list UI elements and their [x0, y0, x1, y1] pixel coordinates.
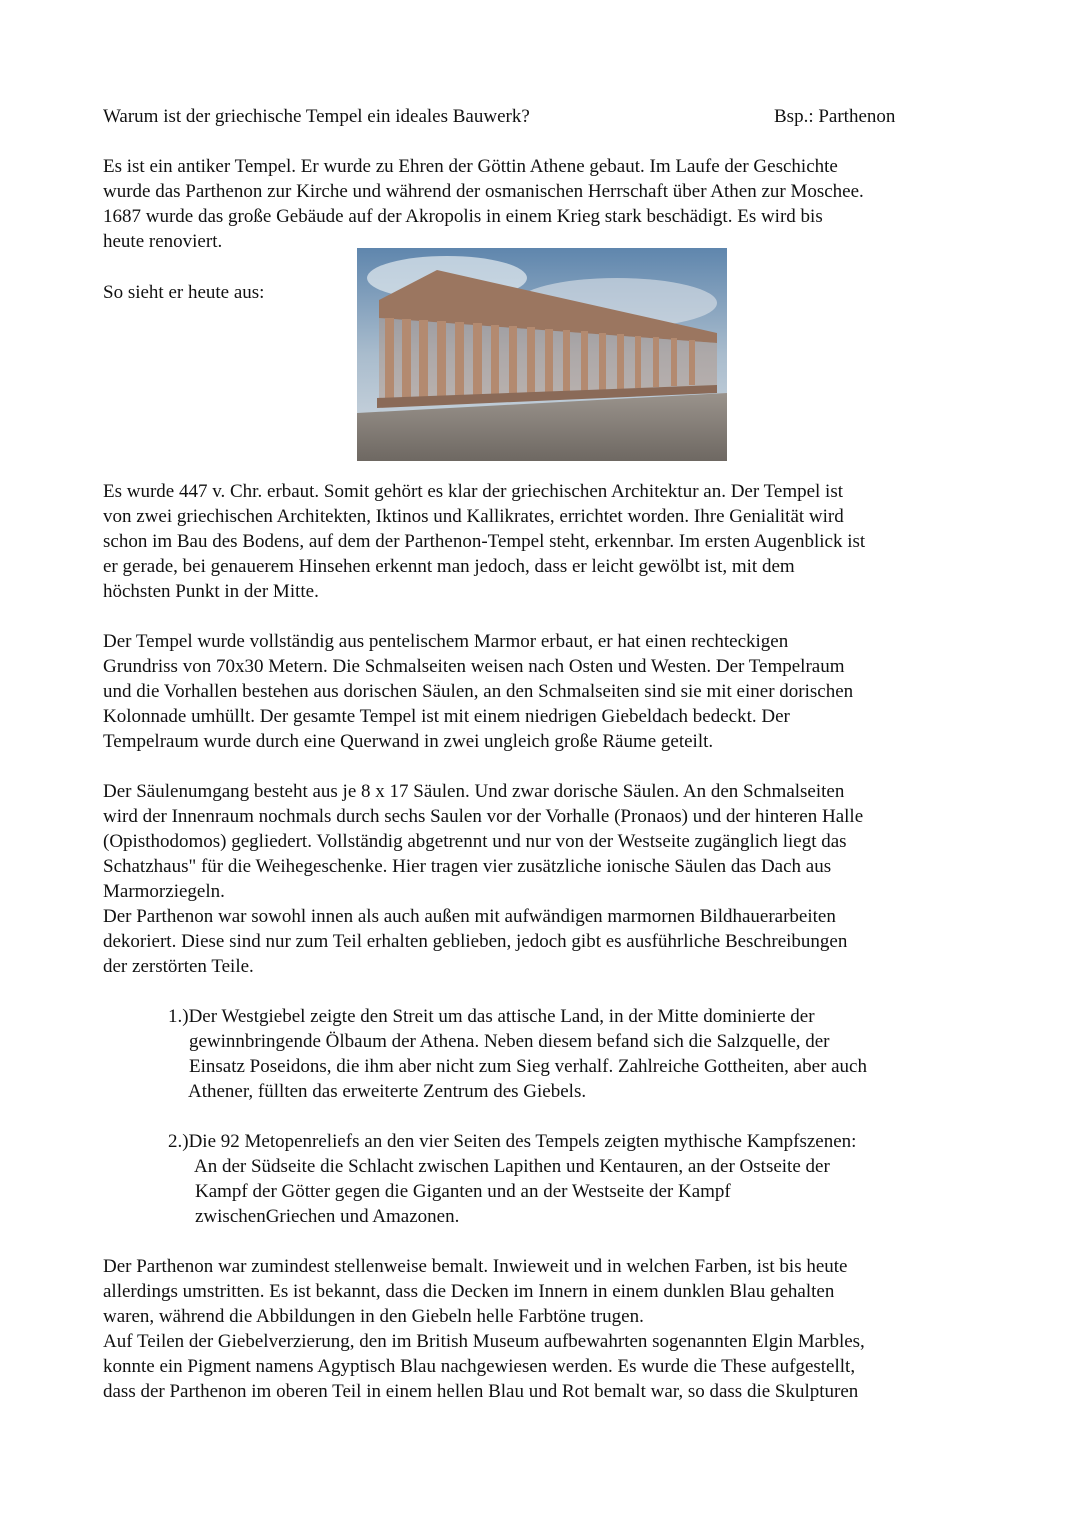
- list-item-2: 2.)Die 92 Metopenreliefs an den vier Seiten des Tempels zeigten mythische Kampfszenen: An der Südseite die Schlacht zwischen Lapithen und Kentauren, an der Ostseite der Kampf der Götter gegen die Giganten und an der Westseite der Kampf zwischenGriechen und Amazonen.: [168, 1131, 857, 1227]
- example-label: Bsp.: Parthenon: [774, 106, 896, 127]
- list-item-1: 1.)Der Westgiebel zeigte den Streit um das attische Land, in der Mitte dominierte der gewinnbringende Ölbaum der Athena. Neben diesem befand sich die Salzquelle, der Einsatz Poseidons, die ihm aber nicht zum Sieg verhalf. Zahlreiche Gottheiten, aber auch Athener, füllten das erweiterte Zentrum des Giebels.: [168, 1006, 867, 1102]
- materials-paragraph: Der Tempel wurde vollständig aus pentelischem Marmor erbaut, er hat einen rechteckigen Grundriss von 70x30 Metern. Die Schmalseiten weisen nach Osten und Westen. Der Tempelraum und die Vorhallen bestehen aus dorischen Säulen, an den Schmalseiten sind sie mit einer dorischen Kolonnade umhüllt. Der gesamte Tempel ist mit einem niedrigen Giebeldach bedeckt. Der Tempelraum wurde durch eine Querwand in zwei ungleich große Räume geteilt.: [103, 631, 854, 752]
- parthenon-photo: [357, 248, 727, 461]
- intro-paragraph: Es ist ein antiker Tempel. Er wurde zu Ehren der Göttin Athene gebaut. Im Laufe der Geschichte wurde das Parthenon zur Kirche und während der osmanischen Herrschaft über Athen zur Moschee. 1687 wurde das große Gebäude auf der Akropolis in einem Krieg stark beschädigt. Es wird bis heute renoviert.: [103, 156, 864, 252]
- painting-paragraph: Der Parthenon war zumindest stellenweise bemalt. Inwieweit und in welchen Farben, ist bis heute allerdings umstritten. Es ist bekannt, dass die Decken im Innern in einem dunklen Blau gehalten waren, während die Abbildungen in den Giebeln helle Farbtöne trugen. Auf Teilen der Giebelverzierung, den im British Museum aufbewahrten sogenannten Elgin Marbles, konnte ein Pigment namens Agyptisch Blau nachgewiesen werden. Es wurde die These aufgestellt, dass der Parthenon im oberen Teil in einem hellen Blau und Rot bemalt war, so dass die Skulpturen: [103, 1256, 865, 1402]
- columns-paragraph: Der Säulenumgang besteht aus je 8 x 17 Säulen. Und zwar dorische Säulen. An den Schmalseiten wird der Innenraum nochmals durch sechs Saulen vor der Vorhalle (Pronaos) und der hinteren Halle (Opisthodomos) gegliedert. Vollständig abgetrennt und nur von der Westseite zugänglich liegt das Schatzhaus" für die Weihegeschenke. Hier tragen vier zusätzliche ionische Säulen das Dach aus Marmorziegeln. Der Parthenon war sowohl innen als auch außen mit aufwändigen marmornen Bildhauerarbeiten dekoriert. Diese sind nur zum Teil erhalten geblieben, jedoch gibt es ausführliche Beschreibungen der zerstörten Teile.: [103, 781, 864, 977]
- question-heading: Warum ist der griechische Tempel ein ideales Bauwerk?: [103, 106, 530, 127]
- construction-paragraph: Es wurde 447 v. Chr. erbaut. Somit gehört es klar der griechischen Architektur an. Der Tempel ist von zwei griechischen Architekten, Iktinos und Kallikrates, errichtet worden. Ihre Genialität wird schon im Bau des Bodens, auf dem der Parthenon-Tempel steht, erkennbar. Im ersten Augenblick ist er gerade, bei genauerem Hinsehen erkennt man jedoch, dass er leicht gewölbt ist, mit dem höchsten Punkt in der Mitte.: [103, 481, 866, 602]
- image-caption: So sieht er heute aus:: [103, 282, 265, 303]
